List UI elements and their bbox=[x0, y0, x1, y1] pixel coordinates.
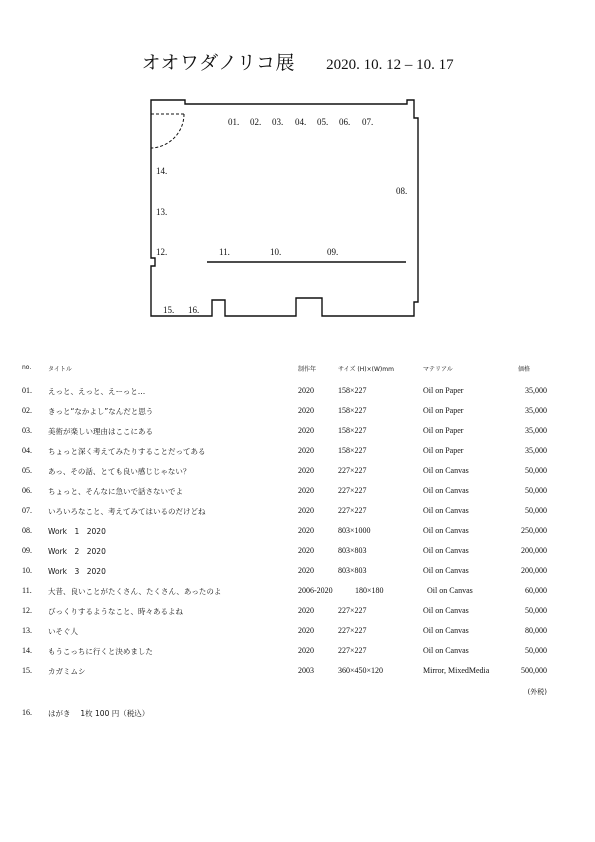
table-row bbox=[0, 646, 595, 666]
row-price: 50,000 bbox=[525, 606, 547, 615]
row-size: 803×803 bbox=[338, 546, 367, 555]
row-year: 2020 bbox=[298, 406, 314, 415]
row-price: 250,000 bbox=[521, 526, 547, 535]
row-title: 美術が楽しい理由はここにある bbox=[48, 427, 153, 436]
row-title: Work 1 2020 bbox=[48, 527, 106, 536]
row-title: Work 2 2020 bbox=[48, 547, 106, 556]
wall-label-03: 03. bbox=[272, 117, 284, 127]
row-no: 01. bbox=[22, 386, 32, 395]
row-year: 2020 bbox=[298, 546, 314, 555]
row-size: 158×227 bbox=[338, 386, 367, 395]
row-year: 2020 bbox=[298, 426, 314, 435]
row-size: 158×227 bbox=[338, 426, 367, 435]
header-material: マテリアル bbox=[423, 366, 453, 373]
wall-label-15: 15. bbox=[163, 305, 175, 315]
row-no: 13. bbox=[22, 626, 32, 635]
row-title: あっ、その話、とても良い感じじゃない？ bbox=[48, 467, 191, 476]
table-row bbox=[0, 606, 595, 626]
row-title: Work 3 2020 bbox=[48, 567, 106, 576]
table-row bbox=[0, 666, 595, 686]
row-size: 158×227 bbox=[338, 446, 367, 455]
row-year: 2020 bbox=[298, 446, 314, 455]
row-material: Oil on Canvas bbox=[423, 466, 469, 475]
postcard-item bbox=[22, 708, 150, 718]
exhibition-name: オオワダノリコ展 bbox=[141, 52, 295, 74]
door-swing bbox=[151, 114, 184, 148]
row-material: Oil on Canvas bbox=[423, 606, 469, 615]
row-price: 50,000 bbox=[525, 486, 547, 495]
row-year: 2020 bbox=[298, 466, 314, 475]
row-size: 803×1000 bbox=[338, 526, 371, 535]
row-price: 50,000 bbox=[525, 506, 547, 515]
row-year: 2006-2020 bbox=[298, 586, 333, 595]
row-material: Oil on Canvas bbox=[423, 526, 469, 535]
row-year: 2003 bbox=[298, 666, 314, 675]
row-price: 35,000 bbox=[525, 386, 547, 395]
wall-label-06: 06. bbox=[339, 117, 351, 127]
wall-label-07: 07. bbox=[362, 117, 374, 127]
wall-label-08: 08. bbox=[396, 186, 408, 196]
row-no: 09. bbox=[22, 546, 32, 555]
row-size: 360×450×120 bbox=[338, 666, 384, 675]
wall-label-01: 01. bbox=[228, 117, 240, 127]
row-no: 06. bbox=[22, 486, 32, 495]
row-material: Oil on Canvas bbox=[427, 586, 473, 595]
wall-label-10: 10. bbox=[270, 247, 282, 257]
row-no: 02. bbox=[22, 406, 32, 415]
row-year: 2020 bbox=[298, 386, 314, 395]
row-title: びっくりするようなこと、時々あるよね bbox=[48, 607, 183, 616]
row-price: 500,000 bbox=[521, 666, 547, 675]
row-price: 200,000 bbox=[521, 566, 547, 575]
row-material: Oil on Paper bbox=[423, 426, 464, 435]
wall-label-04: 04. bbox=[295, 117, 307, 127]
row-material: Oil on Paper bbox=[423, 406, 464, 415]
row-size: 227×227 bbox=[338, 506, 367, 515]
floor-plan bbox=[0, 0, 595, 330]
row-size: 227×227 bbox=[338, 606, 367, 615]
row-material: Oil on Canvas bbox=[423, 646, 469, 655]
table-row bbox=[0, 486, 595, 506]
row-no: 12. bbox=[22, 606, 32, 615]
row-no: 07. bbox=[22, 506, 32, 515]
table-row bbox=[0, 466, 595, 486]
row-title: カガミムシ bbox=[48, 667, 86, 676]
row-title: いろいろなこと、考えてみてはいるのだけどね bbox=[48, 507, 206, 516]
row-size: 158×227 bbox=[338, 406, 367, 415]
table-row bbox=[0, 586, 595, 606]
row-no: 05. bbox=[22, 466, 32, 475]
row-price: 50,000 bbox=[525, 646, 547, 655]
row-price: 35,000 bbox=[525, 426, 547, 435]
row-title: きっと“なかよし”なんだと思う bbox=[48, 407, 154, 416]
row-no: 14. bbox=[22, 646, 32, 655]
row-price: 60,000 bbox=[525, 586, 547, 595]
tax-note: (外税) bbox=[527, 688, 547, 696]
row-title: ちょっと深く考えてみたりすることだってある bbox=[48, 447, 206, 456]
row-year: 2020 bbox=[298, 506, 314, 515]
header-price: 価格 bbox=[518, 366, 531, 373]
table-row bbox=[0, 626, 595, 646]
row-title: もうこっちに行くと決めました bbox=[48, 647, 153, 656]
row-no: 15. bbox=[22, 666, 32, 675]
row-price: 50,000 bbox=[525, 466, 547, 475]
row-no: 11. bbox=[22, 586, 32, 595]
row-material: Oil on Paper bbox=[423, 386, 464, 395]
table-row bbox=[0, 386, 595, 406]
row-year: 2020 bbox=[298, 566, 314, 575]
row-size: 180×180 bbox=[355, 586, 384, 595]
row-no: 04. bbox=[22, 446, 32, 455]
postcard-text: はがき 1枚 100 円（税込） bbox=[48, 709, 150, 718]
row-price: 200,000 bbox=[521, 546, 547, 555]
table-row bbox=[0, 426, 595, 446]
row-year: 2020 bbox=[298, 526, 314, 535]
row-no: 10. bbox=[22, 566, 32, 575]
row-material: Oil on Canvas bbox=[423, 626, 469, 635]
row-material: Oil on Canvas bbox=[423, 506, 469, 515]
row-price: 35,000 bbox=[525, 446, 547, 455]
row-year: 2020 bbox=[298, 486, 314, 495]
row-size: 227×227 bbox=[338, 646, 367, 655]
row-title: 大昔、良いことがたくさん、たくさん、あったのよ bbox=[48, 587, 222, 596]
row-title: いそぐ人 bbox=[48, 627, 78, 636]
header-title: タイトル bbox=[48, 366, 72, 373]
row-material: Oil on Canvas bbox=[423, 486, 469, 495]
table-row bbox=[0, 546, 595, 566]
wall-label-14: 14. bbox=[156, 166, 168, 176]
row-title: ちょっと、そんなに急いで話さないでよ bbox=[48, 487, 183, 496]
header-year: 制作年 bbox=[298, 366, 317, 373]
row-material: Mirror, MixedMedia bbox=[423, 666, 490, 675]
postcard-no: 16. bbox=[22, 708, 32, 717]
row-material: Oil on Canvas bbox=[423, 566, 469, 575]
row-year: 2020 bbox=[298, 646, 314, 655]
row-no: 08. bbox=[22, 526, 32, 535]
table-row bbox=[0, 526, 595, 546]
header-no: no. bbox=[22, 364, 32, 371]
table-row bbox=[0, 566, 595, 586]
wall-label-12: 12. bbox=[156, 247, 168, 257]
wall-label-09: 09. bbox=[327, 247, 339, 257]
wall-label-05: 05. bbox=[317, 117, 329, 127]
table-row bbox=[0, 446, 595, 466]
row-price: 35,000 bbox=[525, 406, 547, 415]
row-material: Oil on Canvas bbox=[423, 546, 469, 555]
gallery-outline bbox=[151, 100, 418, 316]
row-no: 03. bbox=[22, 426, 32, 435]
table-row bbox=[0, 506, 595, 526]
row-size: 803×803 bbox=[338, 566, 367, 575]
row-size: 227×227 bbox=[338, 486, 367, 495]
row-size: 227×227 bbox=[338, 466, 367, 475]
wall-label-13: 13. bbox=[156, 207, 168, 217]
exhibition-dates: 2020. 10. 12 – 10. 17 bbox=[326, 57, 454, 73]
row-price: 80,000 bbox=[525, 626, 547, 635]
row-material: Oil on Paper bbox=[423, 446, 464, 455]
table-row bbox=[0, 406, 595, 426]
wall-label-11: 11. bbox=[219, 247, 230, 257]
wall-label-16: 16. bbox=[188, 305, 200, 315]
wall-label-02: 02. bbox=[250, 117, 262, 127]
row-year: 2020 bbox=[298, 606, 314, 615]
row-size: 227×227 bbox=[338, 626, 367, 635]
row-title: えっと、えっと、えーっと… bbox=[48, 387, 146, 396]
row-year: 2020 bbox=[298, 626, 314, 635]
header-size: サイズ (H)×(W)mm bbox=[338, 366, 394, 373]
